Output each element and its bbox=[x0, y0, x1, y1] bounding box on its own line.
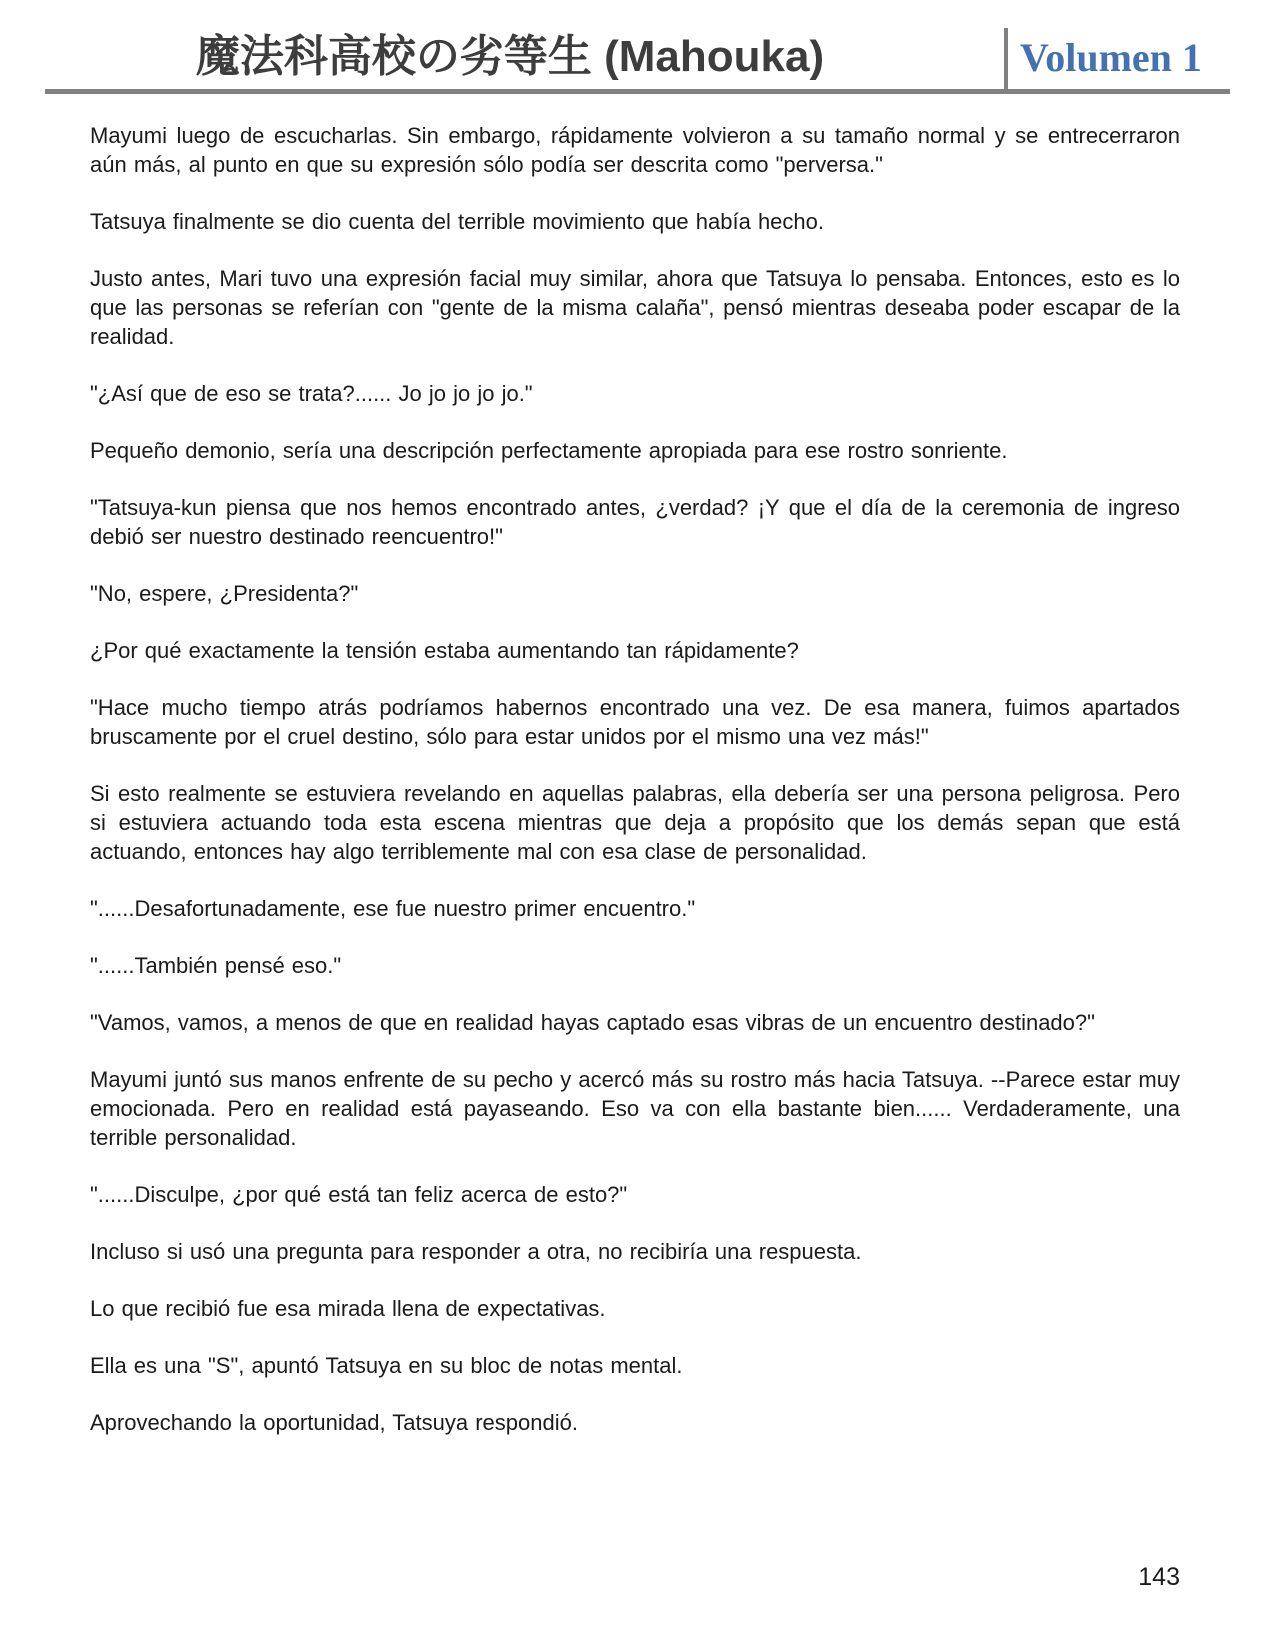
paragraph: Si esto realmente se estuviera revelando en aquellas palabras, ella debería ser una persona peligrosa. Pero si estuviera actuando toda esta escena mientras que deja a propósito que los demás sepan que está actuando, entonces hay algo terriblemente mal con esa clase de personalidad. bbox=[90, 781, 1180, 864]
paragraph: Incluso si usó una pregunta para responder a otra, no recibiría una respuesta. bbox=[90, 1239, 862, 1264]
paragraph: ¿Por qué exactamente la tensión estaba aumentando tan rápidamente? bbox=[90, 638, 799, 663]
paragraph: Tatsuya finalmente se dio cuenta del terrible movimiento que había hecho. bbox=[90, 209, 824, 234]
paragraph: "Hace mucho tiempo atrás podríamos habernos encontrado una vez. De esa manera, fuimos apartados bruscamente por el cruel destino, sólo para estar unidos por el mismo una vez más!" bbox=[90, 695, 1180, 749]
paragraph: "Vamos, vamos, a menos de que en realidad hayas captado esas vibras de un encuentro destinado?" bbox=[90, 1010, 1095, 1035]
header-horizontal-rule bbox=[45, 89, 1230, 94]
volume-label: Volumen 1 bbox=[1020, 35, 1202, 80]
paragraph: "......También pensé eso." bbox=[90, 953, 342, 978]
paragraph: Mayumi luego de escucharlas. Sin embargo, rápidamente volvieron a su tamaño normal y se entrecerraron aún más, al punto en que su expresión sólo podía ser descrita como "perversa." bbox=[90, 123, 1180, 177]
paragraph: Mayumi juntó sus manos enfrente de su pecho y acercó más su rostro más hacia Tatsuya. --Parece estar muy emocionada. Pero en realidad está payaseando. Eso va con ella bastante bien...... Verdaderamente, una terrible personalidad. bbox=[90, 1067, 1180, 1150]
paragraph: "......Disculpe, ¿por qué está tan feliz acerca de esto?" bbox=[90, 1182, 628, 1207]
page-title: 魔法科高校の劣等生 (Mahouka) bbox=[195, 32, 825, 81]
paragraph: Justo antes, Mari tuvo una expresión facial muy similar, ahora que Tatsuya lo pensaba. Entonces, esto es lo que las personas se referían con "gente de la misma calaña", pensó mientras deseaba poder escapar de la realidad. bbox=[90, 266, 1180, 349]
paragraph: "¿Así que de eso se trata?...... Jo jo jo jo jo." bbox=[90, 381, 533, 406]
header-vertical-divider bbox=[1004, 28, 1008, 89]
paragraph: "Tatsuya-kun piensa que nos hemos encontrado antes, ¿verdad? ¡Y que el día de la ceremonia de ingreso debió ser nuestro destinado reencuentro!" bbox=[90, 495, 1180, 549]
paragraph: "......Desafortunadamente, ese fue nuestro primer encuentro." bbox=[90, 896, 696, 921]
page-number: 143 bbox=[1138, 1563, 1180, 1591]
paragraph: Pequeño demonio, sería una descripción perfectamente apropiada para ese rostro sonriente. bbox=[90, 438, 1008, 463]
paragraph: "No, espere, ¿Presidenta?" bbox=[90, 581, 359, 606]
paragraph: Aprovechando la oportunidad, Tatsuya respondió. bbox=[90, 1410, 578, 1435]
paragraph: Lo que recibió fue esa mirada llena de expectativas. bbox=[90, 1296, 606, 1321]
body-text bbox=[90, 121, 1180, 1465]
paragraph: Ella es una "S", apuntó Tatsuya en su bloc de notas mental. bbox=[90, 1353, 683, 1378]
page-header bbox=[0, 0, 1275, 95]
